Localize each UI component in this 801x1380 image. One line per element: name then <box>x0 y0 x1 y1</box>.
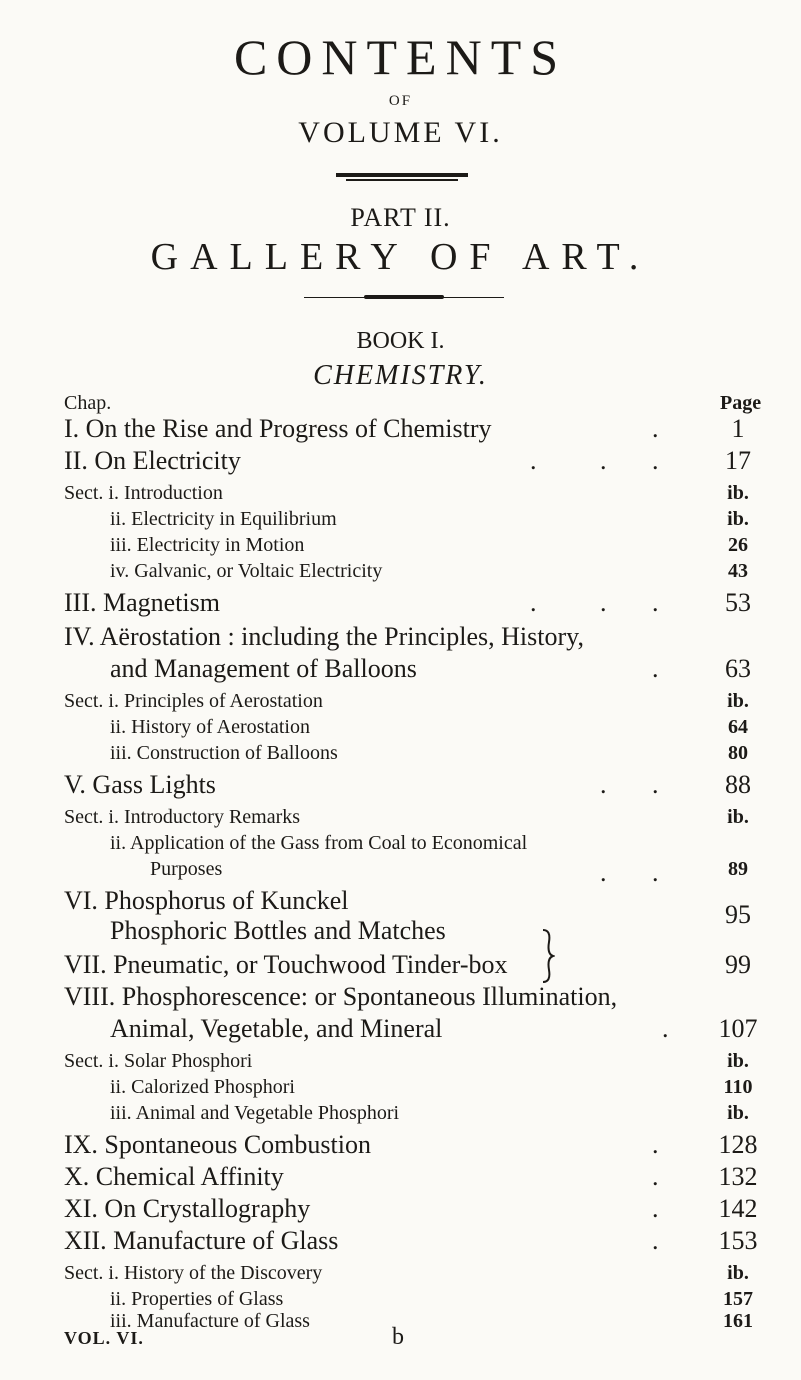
toc-page-27: 161 <box>723 1310 753 1332</box>
volume-heading: VOLUME VI. <box>298 116 503 149</box>
toc-page-4: ib. <box>727 508 749 530</box>
page-column-label: Page <box>720 392 762 414</box>
toc-entry-section: ii. History of Aerostation <box>110 716 310 738</box>
toc-entry-section: Sect. i. Solar Phosphori <box>64 1050 253 1072</box>
toc-page-19: 110 <box>723 1076 753 1098</box>
toc-entry-chapter-1: I. On the Rise and Progress of Chemistry <box>64 414 492 443</box>
leader-dot: . <box>600 588 607 617</box>
ornament-rule-swell <box>364 295 444 299</box>
volume-signature-mark: VOL. VI. <box>64 1328 144 1348</box>
page-title: CONTENTS <box>233 29 568 85</box>
leader-dot: . <box>662 1014 669 1043</box>
toc-page-18: ib. <box>727 1050 749 1072</box>
divider-rule <box>336 173 468 177</box>
toc-page-25: ib. <box>727 1262 749 1284</box>
toc-entry-chapter-4: IV. Aërostation : including the Principles, History, <box>64 622 584 651</box>
toc-entry-chapter-10: X. Chemical Affinity <box>64 1162 284 1191</box>
divider-rule-thin <box>346 179 458 181</box>
toc-entry-chapter-3: III. Magnetism <box>64 588 220 617</box>
leader-dot: . <box>652 1162 659 1191</box>
toc-page-7: 53 <box>725 588 751 617</box>
toc-page-22: 132 <box>718 1162 758 1191</box>
leader-dot: . <box>600 446 607 475</box>
toc-entry-chapter-11: XI. On Crystallography <box>64 1194 311 1223</box>
toc-page-12: 88 <box>725 770 751 799</box>
brace-icon <box>541 928 555 984</box>
part-heading: PART II. <box>350 203 451 232</box>
toc-page-20: ib. <box>727 1102 749 1124</box>
toc-entry-chapter-9: IX. Spontaneous Combustion <box>64 1130 371 1159</box>
toc-page-14: 89 <box>728 858 748 880</box>
toc-page-9: ib. <box>727 690 749 712</box>
toc-page-8: 63 <box>725 654 751 683</box>
toc-entry-section: Sect. i. History of the Discovery <box>64 1262 323 1284</box>
toc-page-15: 95 <box>725 900 751 929</box>
leader-dot: . <box>652 1194 659 1223</box>
toc-page-5: 26 <box>728 534 748 556</box>
toc-entry-chapter-8: VIII. Phosphorescence: or Spontaneous Illumination, <box>64 982 618 1011</box>
toc-entry-continuation: Purposes <box>150 858 223 880</box>
toc-entry-continuation: and Management of Balloons <box>110 654 417 683</box>
toc-page-1: 1 <box>731 414 745 443</box>
toc-entry-section: iii. Electricity in Motion <box>110 534 305 556</box>
leader-dot: . <box>530 446 537 475</box>
leader-dot: . <box>652 1130 659 1159</box>
leader-dot: . <box>652 588 659 617</box>
toc-entry-section: iv. Galvanic, or Voltaic Electricity <box>110 560 383 582</box>
toc-page-2: 17 <box>725 446 751 475</box>
leader-dot: . <box>530 588 537 617</box>
toc-entry-section: ii. Properties of Glass <box>110 1288 284 1310</box>
toc-entry-section: ii. Calorized Phosphori <box>110 1076 295 1098</box>
toc-entry-section: iii. Animal and Vegetable Phosphori <box>110 1102 400 1124</box>
toc-entry-section: Sect. i. Principles of Aerostation <box>64 690 323 712</box>
toc-entry-section: Sect. i. Introduction <box>64 482 223 504</box>
toc-page-26: 157 <box>723 1288 753 1310</box>
toc-entry-chapter-7: VII. Pneumatic, or Touchwood Tinder-box <box>64 950 508 979</box>
toc-page-16: 99 <box>725 950 751 979</box>
toc-entry-section: ii. Electricity in Equilibrium <box>110 508 337 530</box>
leader-dot: . <box>652 446 659 475</box>
toc-entry-chapter-5: V. Gass Lights <box>64 770 216 799</box>
gallery-heading: GALLERY OF ART. <box>150 236 651 278</box>
leader-dot: . <box>652 770 659 799</box>
toc-entry-section: iii. Construction of Balloons <box>110 742 338 764</box>
leader-dot: . <box>600 858 607 887</box>
book-heading: BOOK I. <box>356 328 445 354</box>
leader-dot: . <box>652 858 659 887</box>
leader-dot: . <box>652 1226 659 1255</box>
toc-page-24: 153 <box>718 1226 758 1255</box>
toc-page-11: 80 <box>728 742 748 764</box>
toc-entry-chapter-2: II. On Electricity <box>64 446 241 475</box>
toc-entry-section: iii. Manufacture of Glass <box>110 1310 310 1332</box>
leader-dot: . <box>652 654 659 683</box>
toc-entry-continuation: Animal, Vegetable, and Mineral <box>110 1014 443 1043</box>
of-label: OF <box>388 93 413 109</box>
toc-entry-section: ii. Application of the Gass from Coal to Economical <box>110 832 528 854</box>
toc-page-17: 107 <box>718 1014 758 1043</box>
toc-page-13: ib. <box>727 806 749 828</box>
toc-page-21: 128 <box>718 1130 758 1159</box>
toc-page-3: ib. <box>727 482 749 504</box>
toc-entry-chapter-12: XII. Manufacture of Glass <box>64 1226 339 1255</box>
chap-column-label: Chap. <box>64 392 112 414</box>
toc-entry-section: Sect. i. Introductory Remarks <box>64 806 301 828</box>
toc-page-23: 142 <box>718 1194 758 1223</box>
toc-page-6: 43 <box>728 560 748 582</box>
printer-signature: b <box>392 1324 404 1350</box>
leader-dot: . <box>652 414 659 443</box>
subject-heading: CHEMISTRY. <box>313 360 488 391</box>
toc-entry-chapter-6: VI. Phosphorus of Kunckel <box>64 886 349 915</box>
toc-page-10: 64 <box>728 716 748 738</box>
toc-entry-continuation: Phosphoric Bottles and Matches <box>110 916 446 945</box>
leader-dot: . <box>600 770 607 799</box>
